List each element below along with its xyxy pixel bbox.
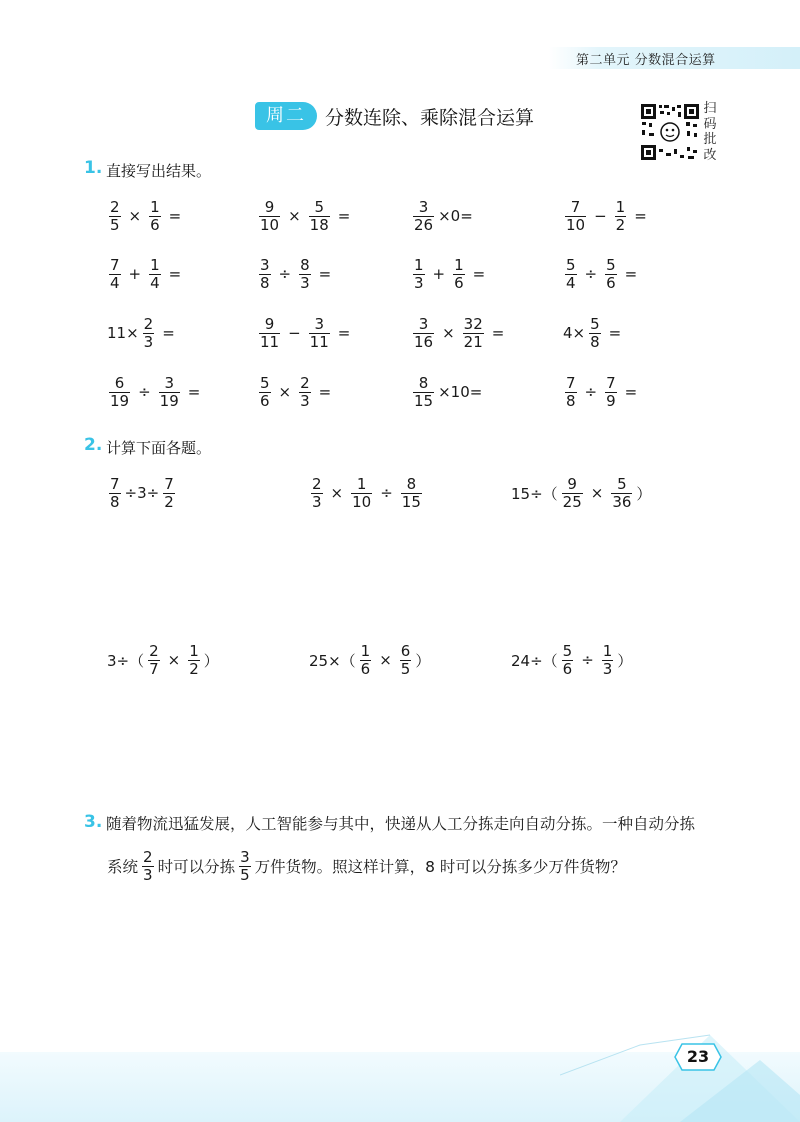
fraction <box>401 476 422 511</box>
oral-calc-problem <box>106 254 186 294</box>
operator: = <box>337 324 351 342</box>
fraction <box>463 316 484 351</box>
numerator: 7 <box>110 474 120 493</box>
fraction <box>360 643 372 678</box>
fraction <box>309 316 330 351</box>
oral-calc-problem <box>256 372 336 412</box>
operator: = <box>162 324 175 342</box>
operator: × <box>128 207 142 225</box>
denominator: 21 <box>463 332 483 351</box>
qr-label-char: 批 <box>703 132 717 147</box>
day-badge: 周二 <box>255 102 317 130</box>
denominator: 3 <box>312 492 322 511</box>
numerator: 5 <box>566 255 576 274</box>
numerator: 5 <box>314 197 324 216</box>
operator: − <box>594 207 607 225</box>
oral-calc-problem <box>256 254 336 294</box>
denominator: 8 <box>260 273 270 292</box>
numerator: 3 <box>418 314 429 333</box>
fraction <box>299 375 311 410</box>
fraction <box>259 199 280 234</box>
denominator: 5 <box>400 659 411 678</box>
oral-calc-problem <box>410 254 490 294</box>
operator: = <box>187 383 201 401</box>
qr-label-char: 码 <box>703 116 717 132</box>
page-number: 23 <box>686 1047 710 1066</box>
oral-calc-problem <box>562 254 642 294</box>
fraction <box>109 199 121 234</box>
denominator: 3 <box>143 332 154 351</box>
fraction <box>311 476 323 511</box>
fraction <box>351 476 372 511</box>
numerator: 3 <box>260 255 270 274</box>
oral-calc-problem <box>562 372 642 412</box>
operator: × <box>590 484 604 502</box>
word-problem-line-1: 随着物流迅猛发展，人工智能参与其中，快递从人工分拣走向自动分拣。一种自动分拣 <box>106 815 696 833</box>
fraction <box>109 257 121 292</box>
oral-calc-problem <box>106 313 180 353</box>
operator: = <box>608 324 622 342</box>
fraction <box>149 257 161 292</box>
denominator: 2 <box>615 215 626 234</box>
denominator: 7 <box>149 659 159 678</box>
operator: × <box>288 207 301 225</box>
qr-code-icon[interactable] <box>640 103 700 161</box>
denominator: 36 <box>612 492 632 511</box>
denominator: 11 <box>260 332 280 351</box>
fraction <box>413 375 434 410</box>
fraction <box>142 849 154 884</box>
expression-text: 15÷（ <box>511 484 558 503</box>
fraction <box>413 316 434 351</box>
numerator: 2 <box>149 641 159 660</box>
fraction <box>611 476 632 511</box>
numerator: 8 <box>406 474 417 493</box>
denominator: 2 <box>189 659 199 678</box>
fraction <box>299 257 311 292</box>
expression-text: 4× <box>563 324 586 342</box>
operator: = <box>337 207 351 225</box>
qr-label-char: 改 <box>703 147 717 163</box>
oral-calc-problem <box>106 196 186 236</box>
fraction <box>413 257 425 292</box>
numerator: 7 <box>566 373 576 392</box>
denominator: 26 <box>414 215 434 234</box>
numerator: 8 <box>300 255 310 274</box>
fraction <box>589 316 601 351</box>
fraction <box>453 257 465 292</box>
calc-problem <box>308 640 431 680</box>
calc-problem <box>106 640 220 680</box>
operator: ÷ <box>584 265 598 283</box>
section-2-number: 2. <box>84 435 103 455</box>
numerator: 5 <box>590 314 600 333</box>
expression-text: ） <box>203 651 219 670</box>
operator: + <box>432 265 446 283</box>
fraction <box>565 375 577 410</box>
oral-calc-problem <box>410 372 483 412</box>
calc-problem <box>106 473 178 513</box>
numerator: 3 <box>164 373 174 392</box>
numerator: 6 <box>400 641 411 660</box>
fraction <box>602 643 614 678</box>
numerator: 1 <box>356 474 367 493</box>
fraction <box>605 375 617 410</box>
numerator: 1 <box>360 641 371 660</box>
fraction <box>259 257 271 292</box>
fraction <box>188 643 200 678</box>
oral-calc-problem <box>256 196 355 236</box>
operator: = <box>168 207 182 225</box>
fraction <box>109 375 130 410</box>
operator: ÷ <box>581 651 594 669</box>
page-title: 分数连除、乘除混合运算 <box>325 107 535 129</box>
operator: = <box>318 265 332 283</box>
operator: ÷ <box>584 383 598 401</box>
denominator: 18 <box>309 215 329 234</box>
operator: + <box>128 265 142 283</box>
qr-label-char: 扫 <box>703 101 717 116</box>
fraction <box>259 375 271 410</box>
numerator: 9 <box>567 474 577 493</box>
fraction <box>309 199 330 234</box>
fraction <box>159 375 180 410</box>
denominator: 4 <box>150 273 160 292</box>
operator: × <box>442 324 455 342</box>
fraction <box>615 199 627 234</box>
expression-text: 时可以分拣 <box>157 858 236 876</box>
fraction <box>143 316 155 351</box>
numerator: 1 <box>602 641 613 660</box>
denominator: 4 <box>110 273 120 292</box>
denominator: 6 <box>606 273 616 292</box>
denominator: 10 <box>352 492 372 511</box>
operator: = <box>168 265 182 283</box>
numerator: 9 <box>264 197 275 216</box>
numerator: 8 <box>418 373 429 392</box>
denominator: 3 <box>300 391 310 410</box>
denominator: 25 <box>562 492 582 511</box>
denominator: 3 <box>602 659 613 678</box>
denominator: 9 <box>606 391 616 410</box>
operator: = <box>624 383 638 401</box>
numerator: 7 <box>606 373 616 392</box>
operator: − <box>288 324 301 342</box>
numerator: 5 <box>606 255 616 274</box>
section-1-title: 直接写出结果。 <box>106 162 212 180</box>
numerator: 5 <box>562 641 573 660</box>
denominator: 5 <box>110 215 120 234</box>
oral-calc-problem <box>256 313 355 353</box>
denominator: 8 <box>110 492 120 511</box>
operator: ÷ <box>278 265 292 283</box>
denominator: 11 <box>309 332 329 351</box>
denominator: 16 <box>414 332 434 351</box>
numerator: 3 <box>418 197 429 216</box>
denominator: 5 <box>240 865 250 884</box>
expression-text: ÷3÷ <box>124 484 160 502</box>
denominator: 15 <box>401 492 421 511</box>
denominator: 4 <box>566 273 576 292</box>
numerator: 7 <box>164 474 174 493</box>
operator: ÷ <box>380 484 393 502</box>
denominator: 3 <box>414 273 424 292</box>
calc-problem <box>510 640 633 680</box>
numerator: 1 <box>150 197 160 216</box>
denominator: 6 <box>562 659 573 678</box>
calc-problem <box>510 473 652 513</box>
numerator: 32 <box>463 314 483 333</box>
expression-text: 25×（ <box>309 651 356 670</box>
word-problem-line-2 <box>106 846 627 886</box>
denominator: 8 <box>566 391 576 410</box>
expression-text: ×0= <box>438 207 473 225</box>
denominator: 3 <box>143 865 153 884</box>
expression-text: 3÷（ <box>107 651 145 670</box>
fraction <box>565 199 586 234</box>
numerator: 2 <box>312 474 322 493</box>
numerator: 7 <box>570 197 581 216</box>
numerator: 1 <box>615 197 626 216</box>
operator: = <box>318 383 332 401</box>
numerator: 5 <box>617 474 627 493</box>
denominator: 6 <box>150 215 160 234</box>
numerator: 1 <box>189 641 199 660</box>
oral-calc-problem <box>410 313 509 353</box>
numerator: 3 <box>314 314 324 333</box>
operator: = <box>491 324 505 342</box>
fraction <box>149 199 161 234</box>
operator: = <box>472 265 486 283</box>
denominator: 2 <box>164 492 174 511</box>
fraction <box>605 257 617 292</box>
expression-text: 24÷（ <box>511 651 558 670</box>
qr-scan-label <box>702 101 718 163</box>
numerator: 2 <box>143 847 153 866</box>
denominator: 19 <box>159 391 179 410</box>
denominator: 10 <box>260 215 280 234</box>
denominator: 3 <box>300 273 310 292</box>
numerator: 1 <box>454 255 464 274</box>
numerator: 6 <box>114 373 125 392</box>
fraction <box>562 643 574 678</box>
fraction <box>163 476 175 511</box>
numerator: 3 <box>240 847 250 866</box>
unit-header: 第二单元 分数混合运算 <box>576 53 716 68</box>
calc-problem <box>308 473 425 513</box>
denominator: 10 <box>566 215 586 234</box>
expression-text: ） <box>617 651 633 670</box>
operator: ÷ <box>138 383 151 401</box>
section-2-title: 计算下面各题。 <box>106 439 212 457</box>
denominator: 6 <box>360 659 371 678</box>
expression-text: 11× <box>107 324 139 342</box>
denominator: 15 <box>414 391 434 410</box>
fraction <box>400 643 412 678</box>
oral-calc-problem <box>410 196 474 236</box>
oral-calc-problem <box>106 372 205 412</box>
section-3-number: 3. <box>84 812 103 832</box>
operator: = <box>634 207 647 225</box>
expression-text: ） <box>415 651 431 670</box>
operator: × <box>379 651 392 669</box>
numerator: 7 <box>110 255 120 274</box>
numerator: 1 <box>414 255 424 274</box>
fraction <box>239 849 251 884</box>
numerator: 5 <box>260 373 270 392</box>
expression-text: 系统 <box>107 858 139 876</box>
numerator: 2 <box>110 197 120 216</box>
oral-calc-problem <box>562 313 626 353</box>
numerator: 2 <box>143 314 154 333</box>
fraction <box>148 643 160 678</box>
section-1-number: 1. <box>84 158 103 178</box>
oral-calc-problem <box>562 196 652 236</box>
fraction <box>259 316 280 351</box>
denominator: 6 <box>260 391 270 410</box>
denominator: 6 <box>454 273 464 292</box>
fraction <box>565 257 577 292</box>
numerator: 9 <box>264 314 275 333</box>
denominator: 19 <box>110 391 130 410</box>
operator: × <box>278 383 292 401</box>
numerator: 2 <box>300 373 310 392</box>
denominator: 8 <box>590 332 600 351</box>
expression-text: ×10= <box>438 383 483 401</box>
fraction <box>413 199 434 234</box>
operator: × <box>167 651 181 669</box>
numerator: 1 <box>150 255 160 274</box>
operator: = <box>624 265 638 283</box>
fraction <box>109 476 121 511</box>
expression-text: 万件货物。照这样计算，8 时可以分拣多少万件货物？ <box>254 858 626 876</box>
fraction <box>562 476 583 511</box>
operator: × <box>330 484 344 502</box>
expression-text: ） <box>636 484 652 503</box>
